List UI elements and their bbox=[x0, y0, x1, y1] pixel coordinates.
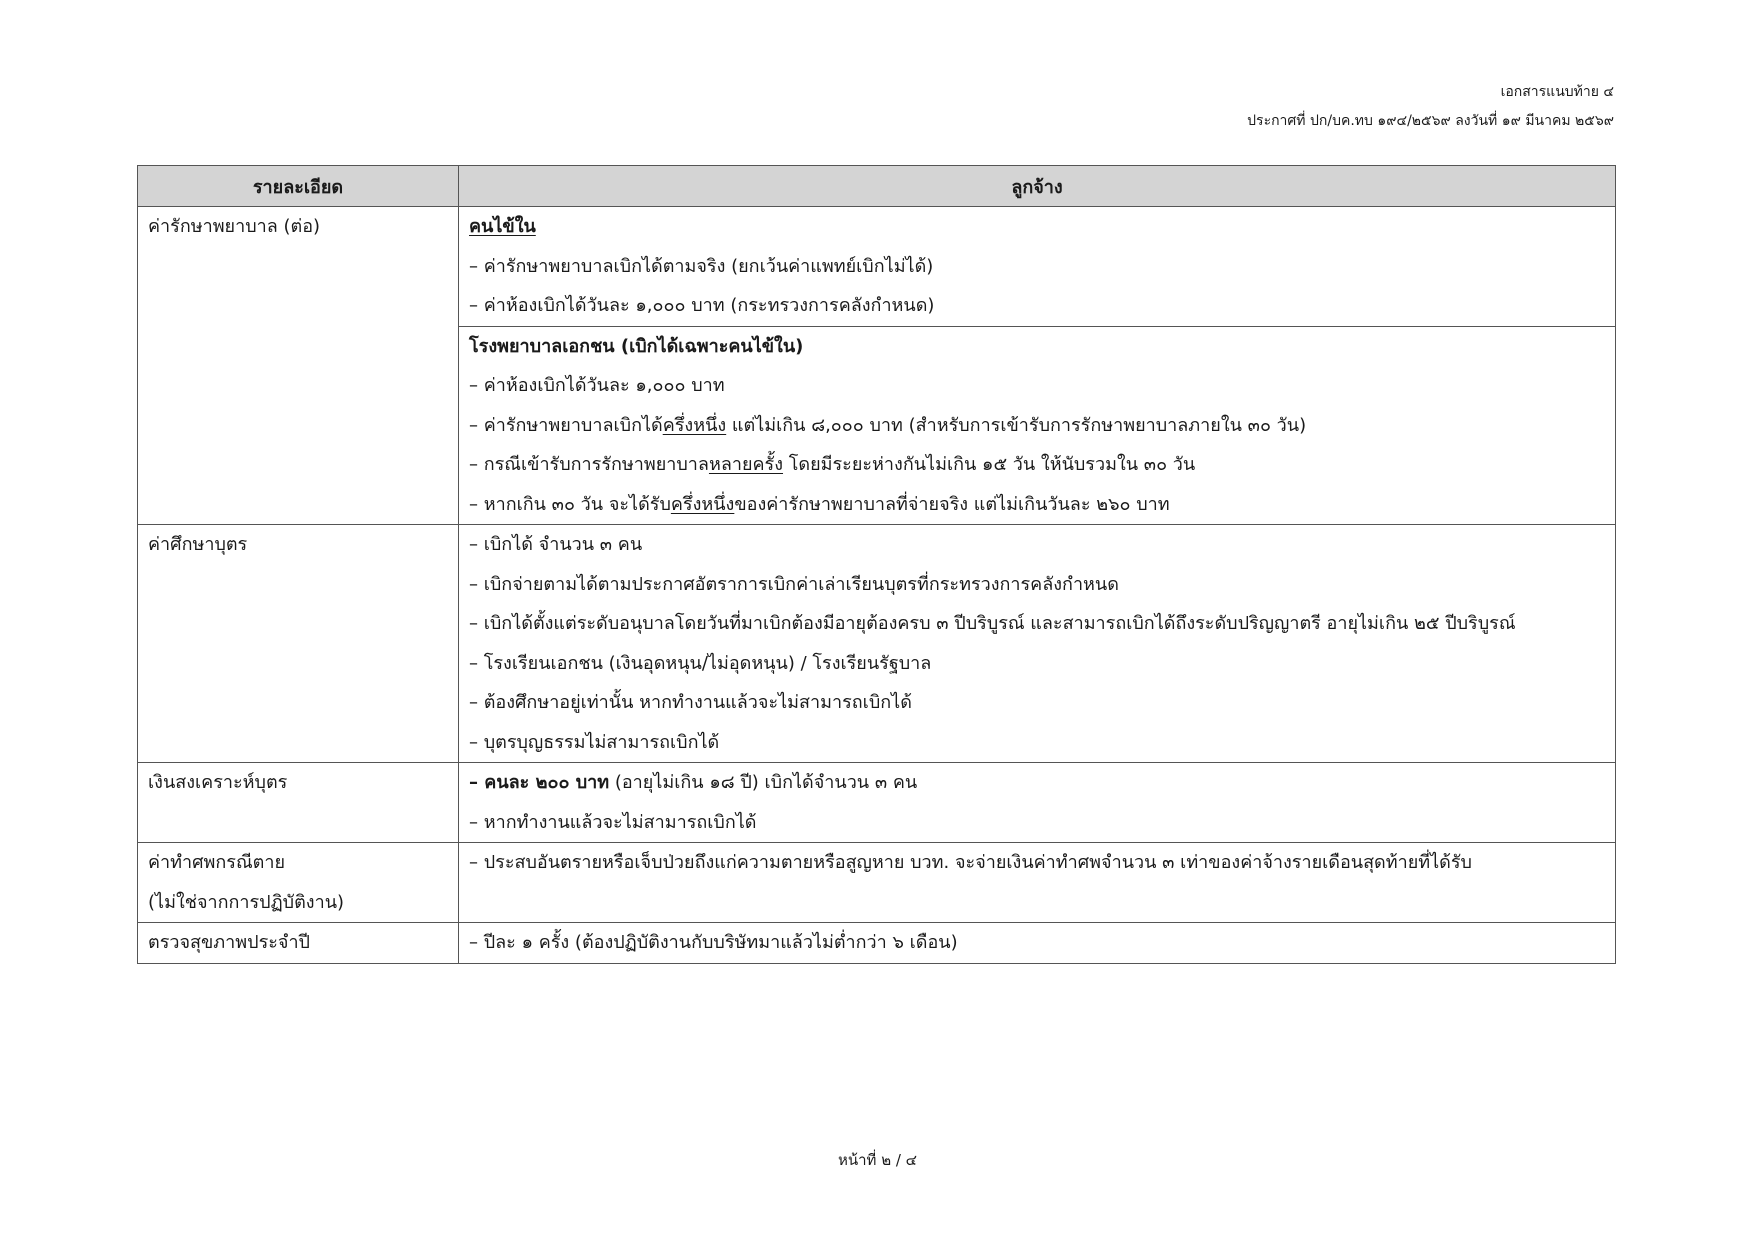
list-item: – หากทำงานแล้วจะไม่สามารถเบิกได้ bbox=[469, 811, 757, 833]
row-label-text: ค่ารักษาพยาบาล (ต่อ) bbox=[148, 216, 321, 237]
column-header-details: รายละเอียด bbox=[138, 166, 459, 207]
column-header-employee: ลูกจ้าง bbox=[459, 166, 1616, 207]
list-item: – ค่าห้องเบิกได้วันละ ๑,๐๐๐ บาท (กระทรวงการคลังกำหนด) bbox=[469, 295, 935, 316]
funeral-cell bbox=[459, 843, 1616, 923]
table-row bbox=[138, 525, 1616, 763]
table-row bbox=[138, 207, 1616, 327]
inpatient-heading: คนไข้ใน bbox=[469, 216, 536, 237]
list-item: – หากเกิน ๓๐ วัน จะได้รับครึ่งหนึ่งของค่ารักษาพยาบาลที่จ่ายจริง แต่ไม่เกินวันละ ๒๖๐ บาท bbox=[469, 493, 1170, 515]
row-label-text: ค่าศึกษาบุตร bbox=[148, 534, 248, 555]
list-item: – ประสบอันตรายหรือเจ็บป่วยถึงแก่ความตายหรือสูญหาย บวท. จะจ่ายเงินค่าทำศพจำนวน ๓ เท่าของค่าจ้างรายเดือนสุดท้ายที่ได้รับ bbox=[469, 852, 1472, 873]
list-item: – ค่ารักษาพยาบาลเบิกได้ครึ่งหนึ่ง แต่ไม่เกิน ๘,๐๐๐ บาท (สำหรับการเข้ารับการรักษาพยาบาลภายใน ๓๐ วัน) bbox=[469, 414, 1307, 436]
benefits-table bbox=[137, 165, 1616, 964]
row-label-text: เงินสงเคราะห์บุตร bbox=[148, 772, 288, 793]
inpatient-cell bbox=[459, 207, 1616, 327]
row-label-text: ตรวจสุขภาพประจำปี bbox=[148, 932, 310, 953]
list-item: – เบิกได้ จำนวน ๓ คน bbox=[469, 534, 643, 555]
list-item: – ต้องศึกษาอยู่เท่านั้น หากทำงานแล้วจะไม่สามารถเบิกได้ bbox=[469, 692, 912, 713]
list-item: – ค่าห้องเบิกได้วันละ ๑,๐๐๐ บาท bbox=[469, 375, 725, 396]
attachment-label: เอกสารแนบท้าย ๔ bbox=[1500, 84, 1614, 100]
table-header-row bbox=[138, 166, 1616, 207]
list-item: – บุตรบุญธรรมไม่สามารถเบิกได้ bbox=[469, 731, 720, 753]
list-item: – เบิกได้ตั้งแต่ระดับอนุบาลโดยวันที่มาเบิกต้องมีอายุต้องครบ ๓ ปีบริบูรณ์ และสามารถเบิกได้ถึงระดับปริญญาตรี อายุไม่เกิน ๒๕ ปีบริบูรณ์ bbox=[469, 613, 1516, 634]
table-row bbox=[138, 843, 1616, 923]
private-hospital-heading: โรงพยาบาลเอกชน (เบิกได้เฉพาะคนไข้ใน) bbox=[469, 335, 804, 357]
row-label-checkup bbox=[138, 923, 459, 964]
row-label-education bbox=[138, 525, 459, 763]
table-row bbox=[138, 923, 1616, 964]
list-item: – เบิกจ่ายตามได้ตามประกาศอัตราการเบิกค่าเล่าเรียนบุตรที่กระทรวงการคลังกำหนด bbox=[469, 573, 1119, 595]
list-item: – โรงเรียนเอกชน (เงินอุดหนุน/ไม่อุดหนุน) / โรงเรียนรัฐบาล bbox=[469, 652, 932, 674]
list-item: – ค่ารักษาพยาบาลเบิกได้ตามจริง (ยกเว้นค่าแพทย์เบิกไม่ได้) bbox=[469, 255, 934, 277]
row-label-text: (ไม่ใช่จากการปฏิบัติงาน) bbox=[148, 891, 345, 913]
list-item: – ปีละ ๑ ครั้ง (ต้องปฏิบัติงานกับบริษัทมาแล้วไม่ต่ำกว่า ๖ เดือน) bbox=[469, 932, 958, 953]
announcement-reference: ประกาศที่ ปก/บค.ทบ ๑๙๔/๒๕๖๙ ลงวันที่ ๑๙ มีนาคม ๒๕๖๙ bbox=[1247, 113, 1614, 129]
row-label-medical bbox=[138, 207, 459, 525]
checkup-cell bbox=[459, 923, 1616, 964]
table-row bbox=[138, 763, 1616, 843]
page-number: หน้าที่ ๒ / ๔ bbox=[837, 1151, 918, 1169]
list-item: – กรณีเข้ารับการรักษาพยาบาลหลายครั้ง โดยมีระยะห่างกันไม่เกิน ๑๕ วัน ให้นับรวมใน ๓๐ วัน bbox=[469, 454, 1196, 475]
row-label-text: ค่าทำศพกรณีตาย bbox=[148, 852, 286, 873]
child-allowance-cell bbox=[459, 763, 1616, 843]
education-cell bbox=[459, 525, 1616, 763]
row-label-child-allowance bbox=[138, 763, 459, 843]
row-label-funeral bbox=[138, 843, 459, 923]
private-hospital-cell bbox=[459, 326, 1616, 525]
list-item: – คนละ ๒๐๐ บาท (อายุไม่เกิน ๑๘ ปี) เบิกได้จำนวน ๓ คน bbox=[469, 772, 918, 793]
